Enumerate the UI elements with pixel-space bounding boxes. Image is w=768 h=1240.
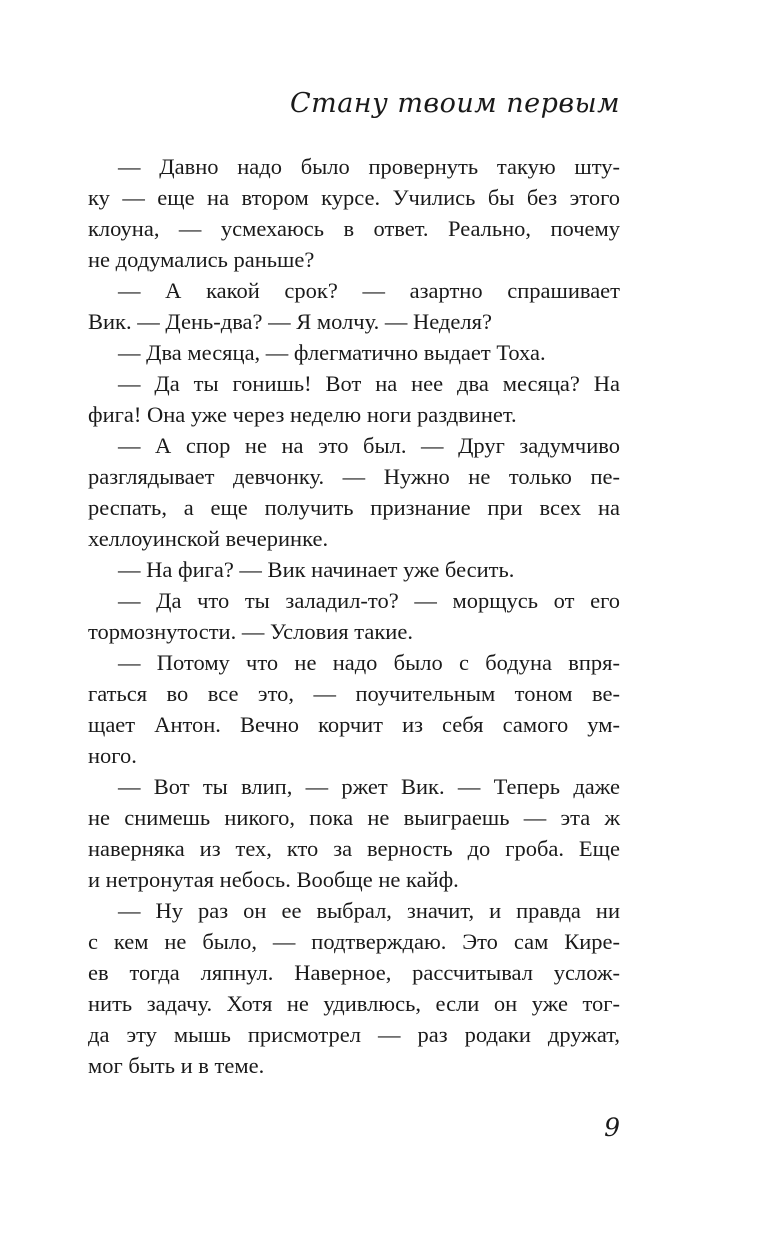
text-line: — Вот ты влип, — ржет Вик. — Теперь даже xyxy=(118,774,620,799)
text-line: нить задачу. Хотя не удивлюсь, если он уже тог- xyxy=(88,991,620,1016)
text-line: респать, а еще получить признание при всех на xyxy=(88,495,620,520)
page-number: 9 xyxy=(604,1113,620,1142)
text-line: — А какой срок? — азартно спрашивает xyxy=(118,278,620,303)
text-line: гаться во все это, — поучительным тоном ве- xyxy=(88,681,620,706)
text-line: щает Антон. Вечно корчит из себя самого ум- xyxy=(88,712,620,737)
text-line: — Ну раз он ее выбрал, значит, и правда ни xyxy=(118,898,620,923)
text-line: не снимешь никого, пока не выиграешь — эта ж xyxy=(88,805,620,830)
text-line: ного. xyxy=(88,743,137,768)
text-line: тормознутости. — Условия такие. xyxy=(88,619,413,644)
text-line: мог быть и в теме. xyxy=(88,1053,265,1078)
text-line: хеллоуинской вечеринке. xyxy=(88,526,329,551)
body-text xyxy=(88,151,620,1081)
text-line: разглядывает девчонку. — Нужно не только пе- xyxy=(88,464,620,489)
text-line: — На фига? — Вик начинает уже бесить. xyxy=(118,557,515,582)
text-line: не додумались раньше? xyxy=(88,247,315,272)
text-line: — Два месяца, — флегматично выдает Тоха. xyxy=(118,340,546,365)
text-line: да эту мышь присмотрел — раз родаки дружат, xyxy=(88,1022,620,1047)
text-line: — А спор не на это был. — Друг задумчиво xyxy=(118,433,620,458)
text-line: ку — еще на втором курсе. Учились бы без этого xyxy=(88,185,620,210)
running-head: Стану твоим первым xyxy=(289,88,620,119)
text-line: Вик. — День-два? — Я молчу. — Неделя? xyxy=(88,309,492,334)
text-line: фига! Она уже через неделю ноги раздвинет. xyxy=(88,402,517,427)
text-line: с кем не было, — подтверждаю. Это сам Кире- xyxy=(88,929,620,954)
text-line: — Давно надо было провернуть такую шту- xyxy=(118,154,620,179)
text-line: и нетронутая небось. Вообще не кайф. xyxy=(88,867,459,892)
text-line: — Потому что не надо было с бодуна впря- xyxy=(118,650,620,675)
text-line: — Да что ты заладил-то? — морщусь от его xyxy=(118,588,620,613)
text-line: ев тогда ляпнул. Наверное, рассчитывал услож- xyxy=(88,960,620,985)
text-line: — Да ты гонишь! Вот на нее два месяца? На xyxy=(118,371,620,396)
text-line: клоуна, — усмехаюсь в ответ. Реально, почему xyxy=(88,216,620,241)
text-line: наверняка из тех, кто за верность до гроба. Еще xyxy=(88,836,620,861)
